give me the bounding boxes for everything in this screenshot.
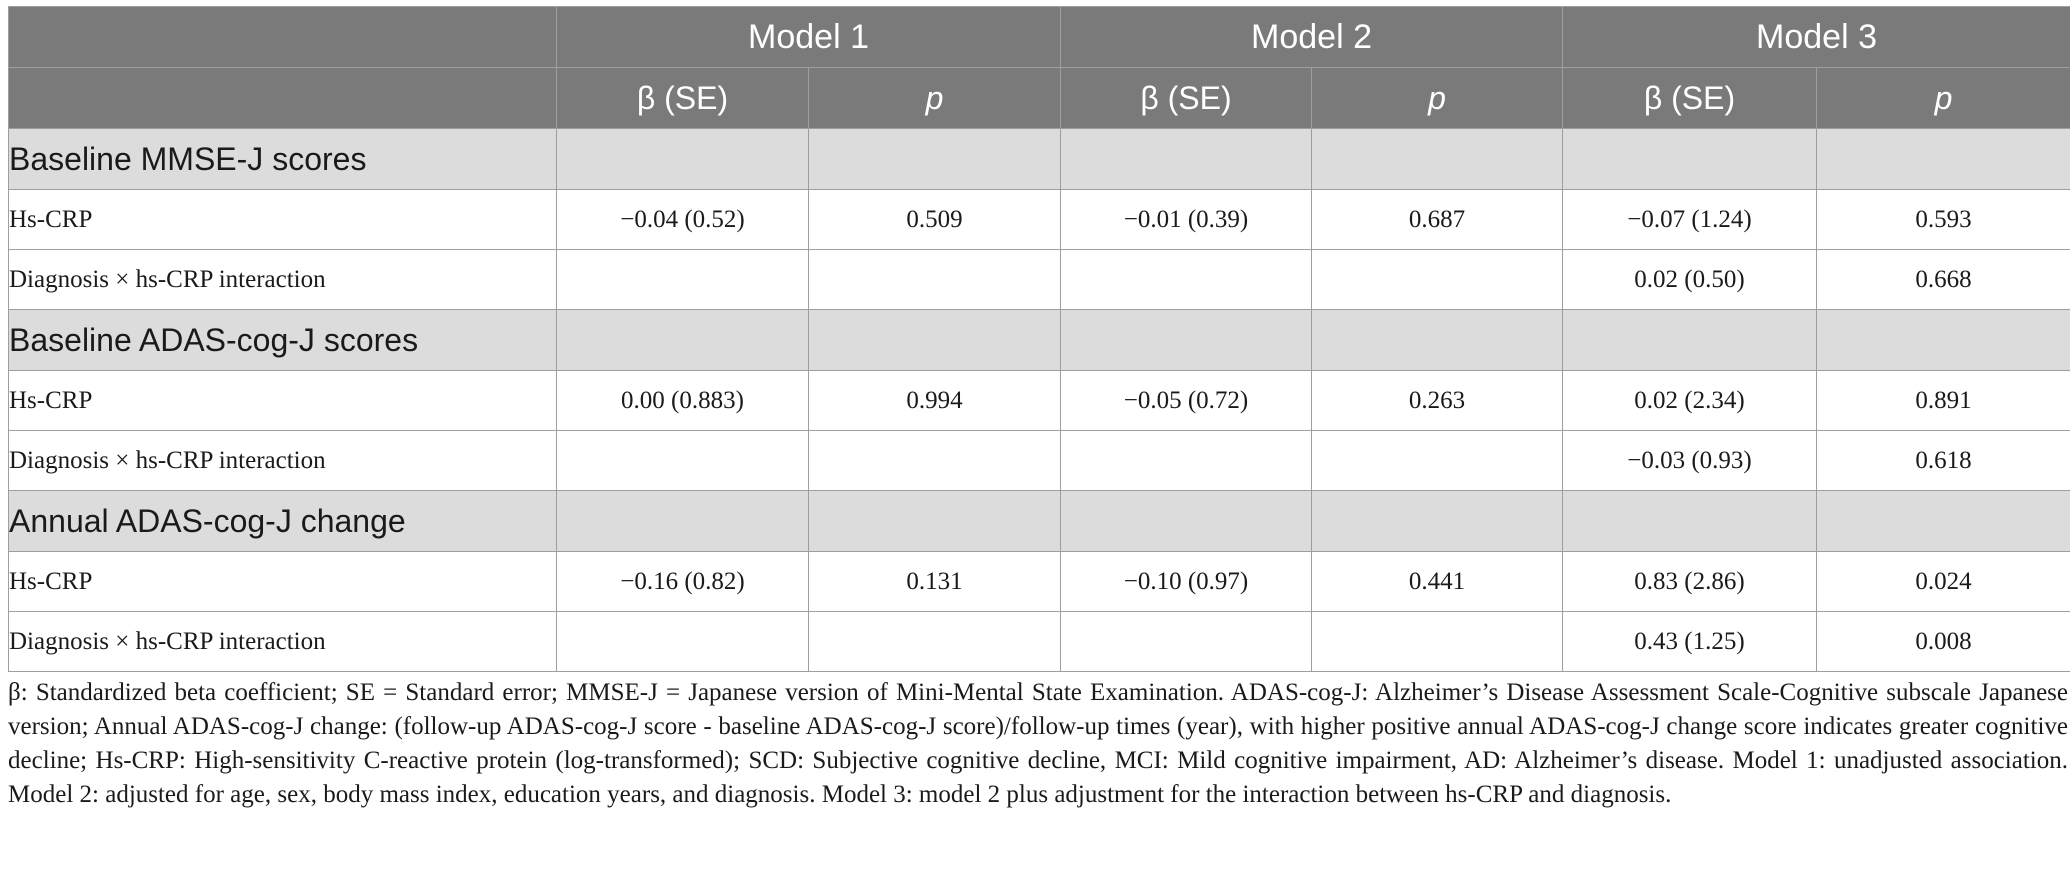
table-row (9, 552, 2070, 612)
p-value-header: p (809, 68, 1061, 129)
row-label: Hs-CRP (9, 552, 557, 612)
beta-se-header: β (SE) (557, 68, 809, 129)
cell-value (557, 250, 809, 310)
cell-value: −0.16 (0.82) (557, 552, 809, 612)
row-label: Diagnosis × hs-CRP interaction (9, 612, 557, 672)
cell-value: 0.00 (0.883) (557, 371, 809, 431)
section-title: Baseline ADAS-cog-J scores (9, 310, 557, 371)
table-footnote: β: Standardized beta coefficient; SE = Standard error; MMSE-J = Japanese version of Mini-Mental State Examination. ADAS-cog-J: Alzheimer’s Disease Assessment Scale-Cognitive subscale Japanese version; Annual ADAS-cog-J change: (follow-up ADAS-cog-J score - baseline ADAS-cog-J score)/follow-up times (year), with higher positive annual ADAS-cog-J change score indicates greater cognitive decline; Hs-CRP: High-sensitivity C-reactive protein (log-transformed); SCD: Subjective cognitive decline, MCI: Mild cognitive impairment, AD: Alzheimer’s disease. Model 1: unadjusted association. Model 2: adjusted for age, sex, body mass index, education years, and diagnosis. Model 3: model 2 plus adjustment for the interaction between hs-CRP and diagnosis. (8, 679, 2068, 808)
p-value-header: p (1312, 68, 1563, 129)
cell-value: −0.10 (0.97) (1061, 552, 1312, 612)
cell-value: 0.668 (1817, 250, 2070, 310)
cell-value: 0.687 (1312, 190, 1563, 250)
cell-value: 0.994 (809, 371, 1061, 431)
results-table (8, 6, 2070, 672)
cell-value: 0.891 (1817, 371, 2070, 431)
cell-value: −0.03 (0.93) (1563, 431, 1817, 491)
row-label: Hs-CRP (9, 190, 557, 250)
cell-value: 0.024 (1817, 552, 2070, 612)
cell-value: 0.02 (2.34) (1563, 371, 1817, 431)
cell-value: 0.008 (1817, 612, 2070, 672)
cell-value (1061, 431, 1312, 491)
cell-value: 0.131 (809, 552, 1061, 612)
table-row (9, 250, 2070, 310)
cell-value: −0.07 (1.24) (1563, 190, 1817, 250)
cell-value: 0.441 (1312, 552, 1563, 612)
section-title: Annual ADAS-cog-J change (9, 491, 557, 552)
cell-value (1061, 612, 1312, 672)
cell-value: 0.83 (2.86) (1563, 552, 1817, 612)
model-header: Model 2 (1061, 7, 1563, 68)
cell-value: −0.01 (0.39) (1061, 190, 1312, 250)
cell-value: 0.263 (1312, 371, 1563, 431)
section-row (9, 129, 2070, 190)
cell-value (557, 612, 809, 672)
cell-value (1312, 612, 1563, 672)
table-row (9, 431, 2070, 491)
section-title: Baseline MMSE-J scores (9, 129, 557, 190)
row-label: Hs-CRP (9, 371, 557, 431)
section-row (9, 310, 2070, 371)
cell-value: −0.05 (0.72) (1061, 371, 1312, 431)
cell-value (1312, 431, 1563, 491)
cell-value: 0.02 (0.50) (1563, 250, 1817, 310)
beta-se-header: β (SE) (1061, 68, 1312, 129)
cell-value (809, 250, 1061, 310)
table-row (9, 371, 2070, 431)
cell-value: 0.618 (1817, 431, 2070, 491)
model-header: Model 1 (557, 7, 1061, 68)
section-row (9, 491, 2070, 552)
cell-value: −0.04 (0.52) (557, 190, 809, 250)
cell-value (1061, 250, 1312, 310)
cell-value: 0.593 (1817, 190, 2070, 250)
row-label: Diagnosis × hs-CRP interaction (9, 250, 557, 310)
p-value-header: p (1817, 68, 2070, 129)
cell-value: 0.43 (1.25) (1563, 612, 1817, 672)
cell-value (1312, 250, 1563, 310)
beta-se-header: β (SE) (1563, 68, 1817, 129)
model-header: Model 3 (1563, 7, 2070, 68)
cell-value (809, 612, 1061, 672)
cell-value (557, 431, 809, 491)
row-label: Diagnosis × hs-CRP interaction (9, 431, 557, 491)
table-row (9, 612, 2070, 672)
header-blank-cell (9, 7, 557, 68)
cell-value: 0.509 (809, 190, 1061, 250)
cell-value (809, 431, 1061, 491)
header-blank-cell (9, 68, 557, 129)
table-row (9, 190, 2070, 250)
